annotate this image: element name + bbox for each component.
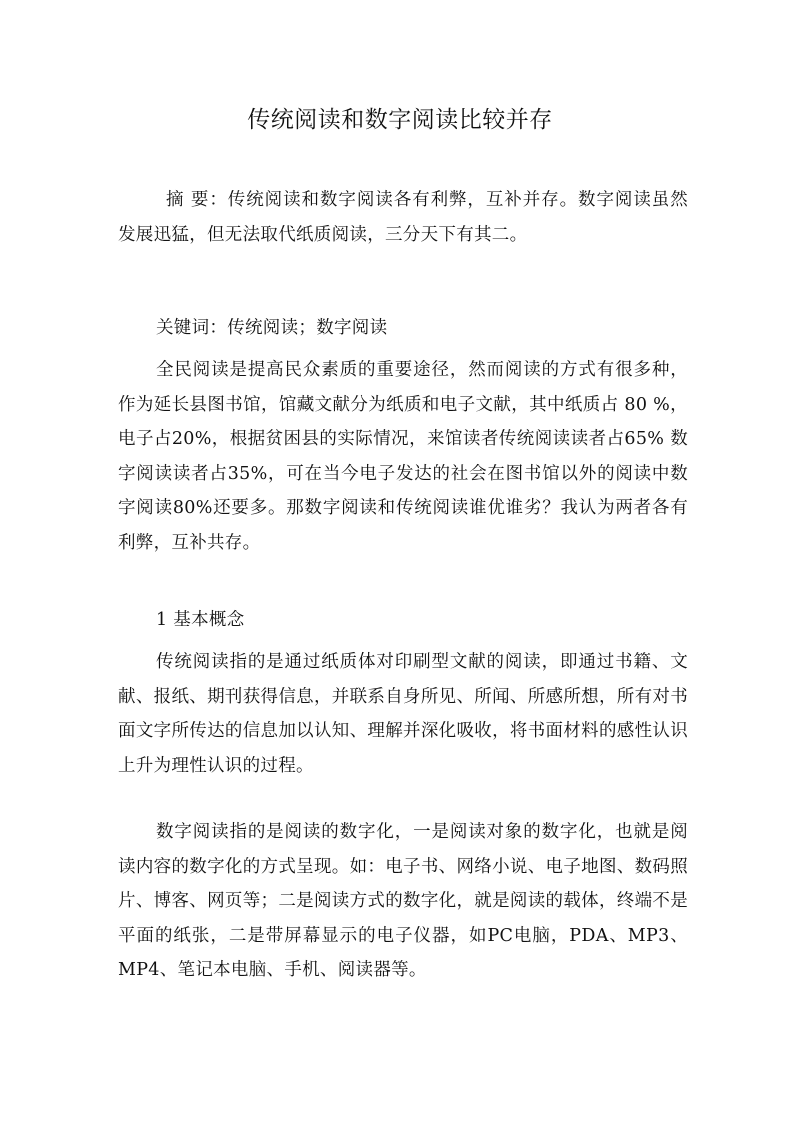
- document-title: 传统阅读和数字阅读比较并存: [247, 107, 553, 133]
- section-heading: 1 基本概念: [156, 610, 245, 630]
- keywords: [118, 311, 688, 346]
- keywords-text: 传统阅读；数字阅读: [227, 318, 388, 338]
- keywords-label: 关键词：: [156, 318, 228, 338]
- digital-reading-paragraph: 数字阅读指的是阅读的数字化，一是阅读对象的数字化，也就是阅读内容的数字化的方式呈现。如：电子书、网络小说、电子地图、数码照片、博客、网页等；二是阅读方式的数字化，就是阅读的载体，终端不是平面的纸张，二是带屏幕显示的电子仪器，如PC电脑，PDA、MP3、MP4、笔记本电脑、手机、阅读器等。: [118, 822, 688, 980]
- abstract: [118, 183, 688, 252]
- abstract-text: 传统阅读和数字阅读各有利弊，互补并存。数字阅读虽然发展迅猛，但无法取代纸质阅读，三分天下有其二。: [118, 190, 688, 245]
- traditional-reading-paragraph: 传统阅读指的是通过纸质体对印刷型文献的阅读，即通过书籍、文献、报纸、期刊获得信息，并联系自身所见、所闻、所感所想，所有对书面文字所传达的信息加以认知、理解并深化吸收，将书面材料的感性认识上升为理性认识的过程。: [118, 652, 688, 776]
- abstract-label: 摘 要：: [166, 190, 228, 210]
- intro-paragraph: 全民阅读是提高民众素质的重要途径，然而阅读的方式有很多种，作为延长县图书馆，馆藏文献分为纸质和电子文献，其中纸质占 80 %，电子占20%，根据贫困县的实际情况，来馆读者传统阅读读者占65% 数字阅读读者占35%，可在当今电子发达的社会在图书馆以外的阅读中数字阅读80%还要多。那数字阅读和传统阅读谁优谁劣？我认为两者各有利弊，互补共存。: [118, 360, 688, 553]
